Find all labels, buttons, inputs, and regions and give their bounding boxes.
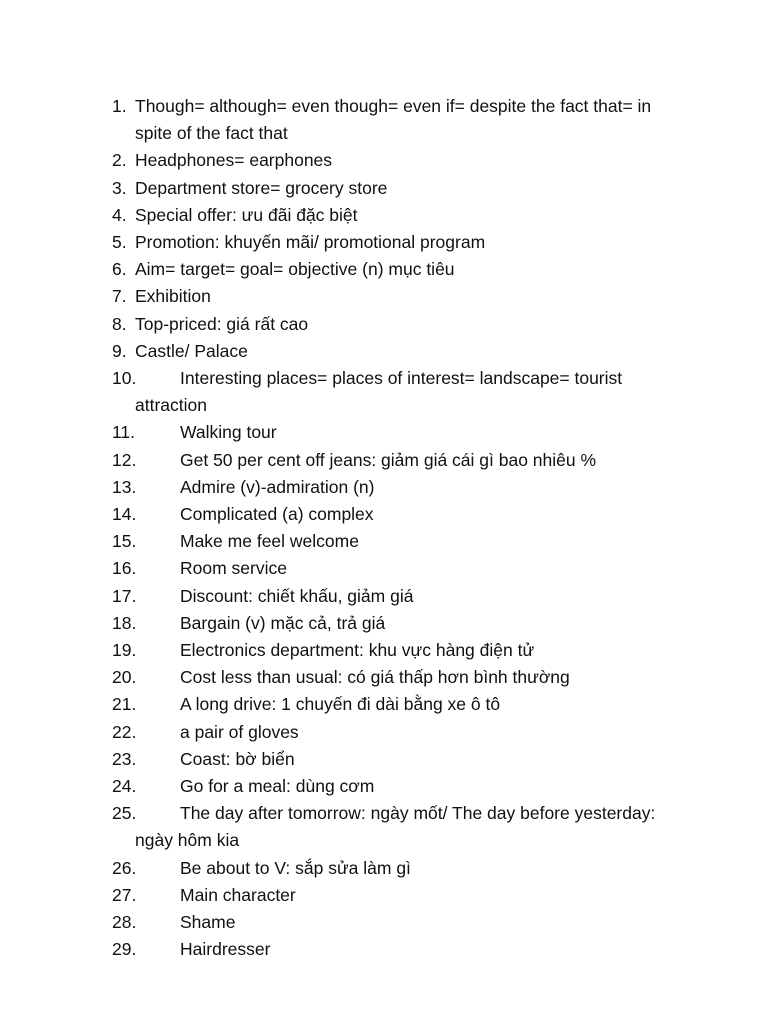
list-item-text: Department store= grocery store xyxy=(135,177,388,198)
list-item-text: A long drive: 1 chuyến đi dài bằng xe ô tô xyxy=(180,694,501,715)
list-item-number: 11. xyxy=(112,422,136,443)
list-item-text: Main character xyxy=(180,884,296,905)
vocabulary-list xyxy=(112,93,672,964)
list-item-text: Cost less than usual: có giá thấp hơn bình thường xyxy=(180,667,570,688)
list-item-number: 2. xyxy=(112,150,127,171)
list-item-text: Headphones= earphones xyxy=(135,150,333,171)
list-item xyxy=(112,800,672,854)
list-item-text: Be about to V: sắp sửa làm gì xyxy=(180,857,411,878)
list-item-number: 13. xyxy=(112,476,137,497)
list-item xyxy=(112,664,672,691)
list-item xyxy=(112,338,672,365)
list-item-text: Coast: bờ biển xyxy=(180,748,295,769)
list-item xyxy=(112,474,672,501)
list-item-text: Bargain (v) mặc cả, trả giá xyxy=(180,612,386,633)
list-item-number: 27. xyxy=(112,884,137,905)
list-item-number: 7. xyxy=(112,286,127,307)
list-item xyxy=(112,719,672,746)
list-item-text: The day after tomorrow: ngày mốt/ The day before yesterday: ngày hôm kia xyxy=(135,803,656,851)
list-item-number: 9. xyxy=(112,340,127,361)
list-item-text: Interesting places= places of interest= landscape= tourist attraction xyxy=(135,368,623,416)
list-item-number: 19. xyxy=(112,640,137,661)
list-item-number: 5. xyxy=(112,232,127,253)
list-item-text: Go for a meal: dùng cơm xyxy=(180,776,375,797)
list-item-text: Shame xyxy=(180,912,236,933)
list-item xyxy=(112,419,672,446)
list-item-text: Get 50 per cent off jeans: giảm giá cái gì bao nhiêu % xyxy=(180,449,597,470)
list-item-number: 6. xyxy=(112,259,127,280)
list-item-number: 15. xyxy=(112,531,137,552)
list-item xyxy=(112,637,672,664)
list-item xyxy=(112,773,672,800)
list-item-text: Hairdresser xyxy=(180,939,271,960)
list-item-number: 25. xyxy=(112,803,137,824)
list-item xyxy=(112,365,672,419)
list-item xyxy=(112,746,672,773)
list-item-text: Walking tour xyxy=(180,422,277,443)
list-item xyxy=(112,610,672,637)
list-item-text: Top-priced: giá rất cao xyxy=(135,313,309,334)
list-item-number: 24. xyxy=(112,776,137,797)
list-item xyxy=(112,882,672,909)
list-item xyxy=(112,528,672,555)
list-item-text: Room service xyxy=(180,558,287,579)
list-item xyxy=(112,447,672,474)
list-item xyxy=(112,691,672,718)
list-item xyxy=(112,256,672,283)
list-item-number: 1. xyxy=(112,96,127,116)
list-item-text: Though= although= even though= even if= despite the fact that= in spite of the fact that xyxy=(135,96,652,144)
list-item-text: Admire (v)-admiration (n) xyxy=(180,476,375,497)
list-item-number: 28. xyxy=(112,912,137,933)
list-item-number: 18. xyxy=(112,612,137,633)
list-item-text: Discount: chiết khấu, giảm giá xyxy=(180,585,414,606)
list-item-text: Promotion: khuyến mãi/ promotional program xyxy=(135,232,486,253)
list-item xyxy=(112,936,672,963)
list-item-number: 21. xyxy=(112,694,137,715)
list-item-text: Make me feel welcome xyxy=(180,531,359,552)
list-item-number: 14. xyxy=(112,504,137,525)
list-item xyxy=(112,175,672,202)
list-item xyxy=(112,93,672,147)
list-item-number: 3. xyxy=(112,177,127,198)
list-item xyxy=(112,555,672,582)
list-item-number: 12. xyxy=(112,449,137,470)
list-item-number: 4. xyxy=(112,204,127,225)
list-item xyxy=(112,501,672,528)
list-item-number: 17. xyxy=(112,585,137,606)
list-item xyxy=(112,283,672,310)
list-item-number: 20. xyxy=(112,667,137,688)
list-item-text: Electronics department: khu vực hàng điện tử xyxy=(180,640,535,661)
list-item-text: Aim= target= goal= objective (n) mục tiêu xyxy=(135,259,455,280)
list-item-text: Castle/ Palace xyxy=(135,340,248,361)
list-item xyxy=(112,909,672,936)
list-item xyxy=(112,147,672,174)
list-item-number: 22. xyxy=(112,721,137,742)
list-item-text: a pair of gloves xyxy=(180,721,299,742)
list-item xyxy=(112,311,672,338)
list-item-number: 26. xyxy=(112,857,137,878)
list-item-text: Special offer: ưu đãi đặc biệt xyxy=(135,204,358,225)
list-item-text: Exhibition xyxy=(135,286,211,307)
list-item xyxy=(112,229,672,256)
list-item-number: 8. xyxy=(112,313,127,334)
list-item-number: 23. xyxy=(112,748,137,769)
list-item xyxy=(112,202,672,229)
list-item-number: 29. xyxy=(112,939,137,960)
list-item xyxy=(112,583,672,610)
list-item xyxy=(112,855,672,882)
list-item-number: 16. xyxy=(112,558,137,579)
list-item-text: Complicated (a) complex xyxy=(180,504,374,525)
list-item-number: 10. xyxy=(112,368,137,389)
